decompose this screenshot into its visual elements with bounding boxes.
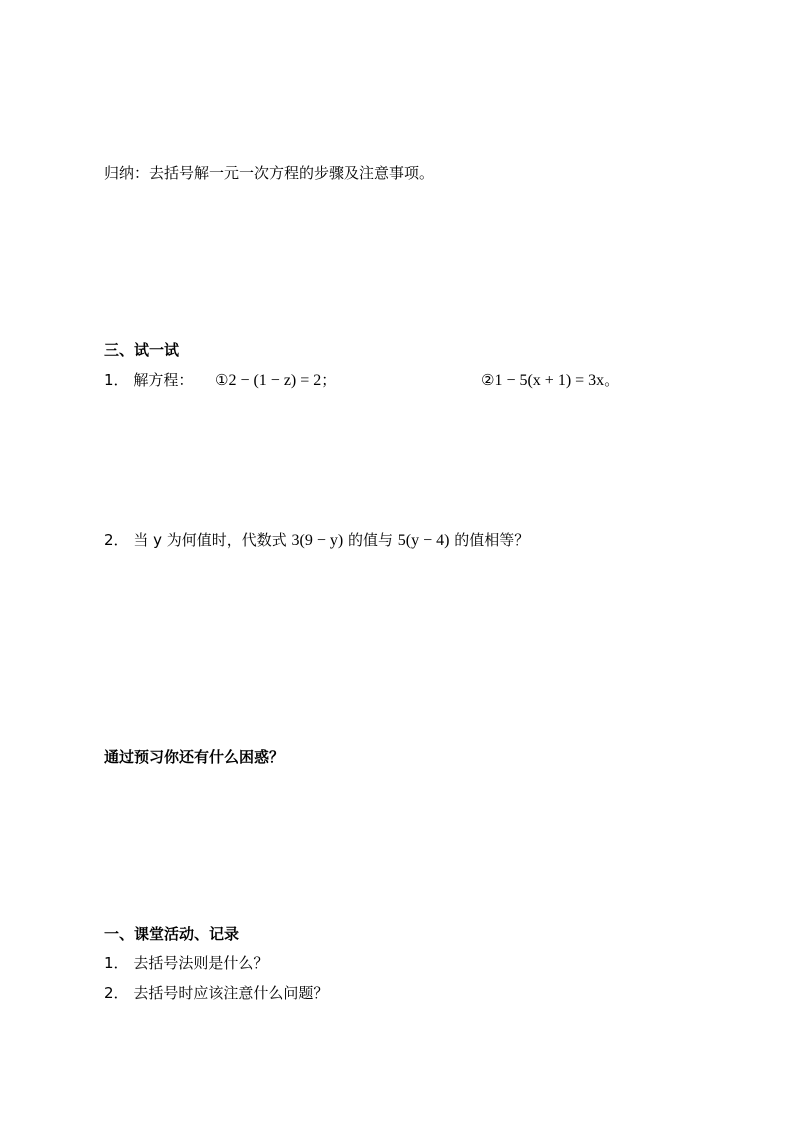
question-two-number: 2． (104, 531, 129, 549)
question-one (104, 370, 664, 390)
equation-two-expression: 1 − 5(x + 1) = 3x (494, 372, 605, 389)
class-section-heading-text: 一、课堂活动、记录 (104, 925, 240, 943)
section-three-heading (104, 340, 179, 360)
summary-text (104, 163, 434, 183)
class-item-1 (104, 953, 268, 973)
question-one-number: 1． (104, 371, 129, 389)
expression-two: 5(y − 4) (397, 532, 450, 549)
class-item-2-text: 去括号时应该注意什么问题？ (133, 984, 329, 1002)
class-item-2-number: 2． (104, 984, 129, 1002)
preview-question (104, 747, 284, 767)
section-three-heading-text: 三、试一试 (104, 341, 180, 359)
equation-two-end: 。 (604, 371, 620, 389)
equation-one-expression: 2 − (1 − z) = 2 (228, 372, 322, 389)
class-item-1-text: 去括号法则是什么？ (133, 954, 269, 972)
class-item-1-number: 1． (104, 954, 129, 972)
equation-one-marker: ① (215, 371, 229, 389)
equation-two (481, 370, 619, 391)
equation-two-marker: ② (481, 371, 495, 389)
question-two-middle: 的值与 (348, 531, 394, 549)
question-one-label: 解方程： (133, 371, 194, 389)
class-item-2 (104, 983, 328, 1003)
question-two-prefix: 当 y 为何值时，代数式 (133, 531, 287, 549)
class-section-heading (104, 924, 239, 944)
question-two-suffix: 的值相等？ (454, 531, 530, 549)
expression-one: 3(9 − y) (291, 532, 344, 549)
equation-one-end: ； (321, 371, 337, 389)
summary-label: 归纳：去括号解一元一次方程的步骤及注意事项。 (104, 164, 435, 182)
question-two (104, 530, 529, 551)
equation-one (215, 370, 336, 391)
preview-question-text: 通过预习你还有什么困惑？ (104, 748, 285, 766)
